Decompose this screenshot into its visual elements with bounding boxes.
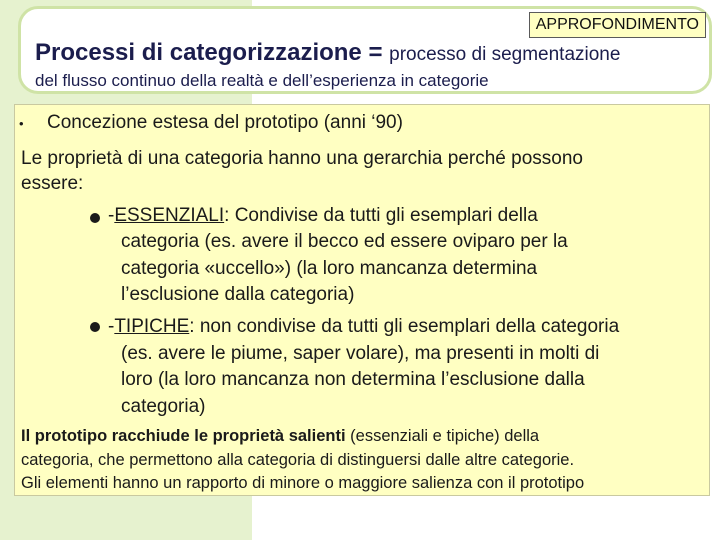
content-box — [14, 104, 710, 496]
bullet-marker: • — [19, 116, 24, 131]
summary-line-1 — [21, 425, 539, 447]
typical-line-1-rest: : non condivise da tutti gli esemplari della categoria — [189, 316, 620, 337]
title-subtitle: processo di segmentazione — [389, 44, 621, 65]
typical-line-2: (es. avere le piume, saper volare), ma presenti in molti di — [121, 343, 600, 364]
essential-line-1-rest: : Condivise da tutti gli esemplari della — [224, 205, 538, 226]
essential-line-2: categoria (es. avere il becco ed essere oviparo per la — [121, 231, 568, 252]
sub-bullet-typical — [90, 322, 100, 332]
essential-line-4: l’esclusione dalla categoria) — [121, 284, 355, 305]
typical-line-1 — [108, 315, 619, 339]
approfondimento-tag: APPROFONDIMENTO — [529, 12, 706, 38]
summary-line-3: Gli elementi hanno un rapporto di minore o maggiore salienza con il prototipo — [21, 474, 585, 492]
typical-prefix: - — [108, 316, 115, 337]
typical-line-4: categoria) — [121, 396, 206, 417]
intro-line-2: essere: — [21, 173, 84, 194]
essential-prefix: - — [108, 205, 115, 226]
title-main: Processi di categorizzazione = — [35, 39, 383, 66]
slide-title — [35, 39, 620, 69]
essential-line-3: categoria «uccello») (la loro mancanza determina — [121, 258, 538, 279]
essential-term: ESSENZIALI — [114, 205, 225, 226]
summary-bold: Il prototipo racchiude le proprietà salienti — [21, 427, 346, 445]
typical-term: TIPICHE — [114, 316, 190, 337]
title-line-2: del flusso continuo della realtà e dell’esperienza in categorie — [35, 71, 489, 90]
summary-line-2: categoria, che permettono alla categoria di distinguersi dalle altre categorie. — [21, 451, 575, 469]
summary-line-1-rest: (essenziali e tipiche) della — [345, 427, 540, 445]
title-box — [18, 6, 712, 94]
intro-line-1: Le proprietà di una categoria hanno una gerarchia perché possono — [21, 148, 583, 169]
bullet-text: Concezione estesa del prototipo (anni ‘90) — [47, 112, 403, 133]
typical-line-3: loro (la loro mancanza non determina l’esclusione dalla — [121, 369, 585, 390]
sub-bullet-essential — [90, 213, 100, 223]
essential-line-1 — [108, 204, 538, 228]
